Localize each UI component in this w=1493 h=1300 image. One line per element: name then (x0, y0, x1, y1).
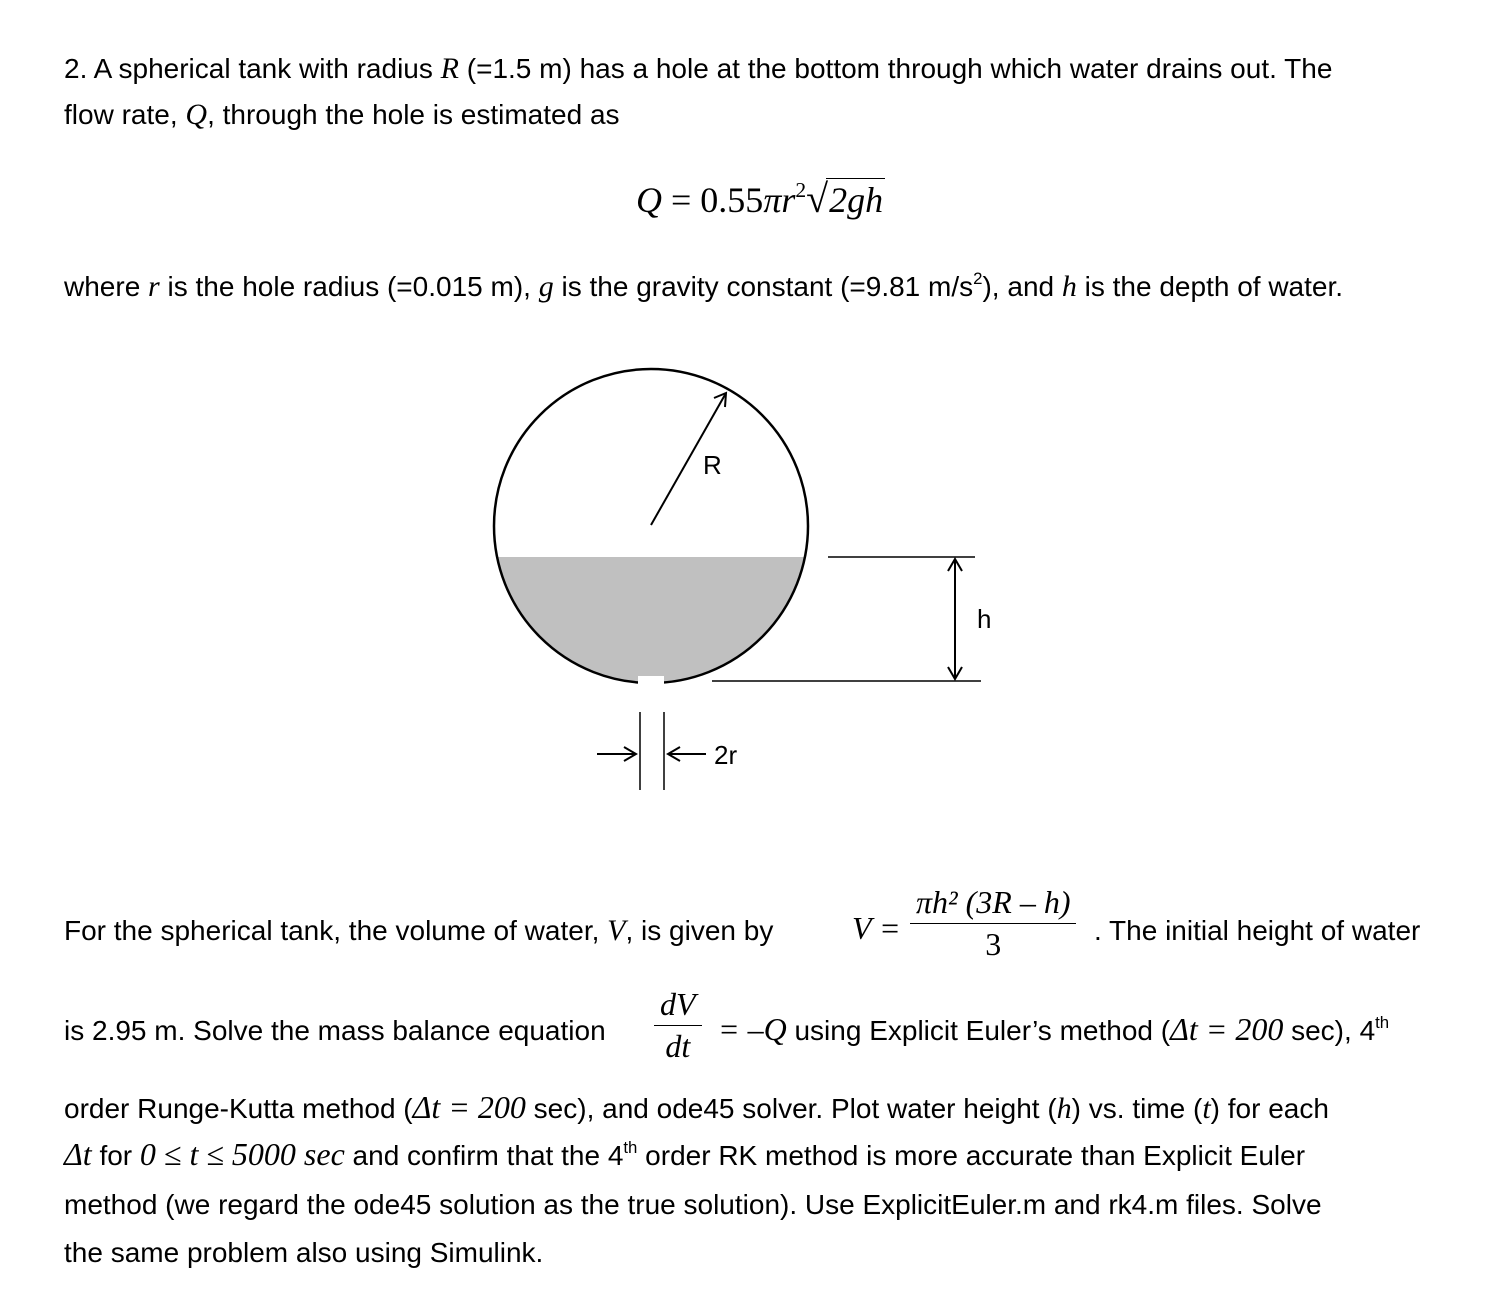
text: sec), and ode45 solver. Plot water height ( (525, 1093, 1057, 1124)
var-R: R (440, 52, 459, 85)
var-r: r (148, 270, 160, 303)
eq-exp: 2 (795, 178, 807, 202)
volume-fraction (910, 884, 1076, 963)
text: is the hole radius (=0.015 m), (159, 271, 539, 302)
superscript: th (623, 1137, 638, 1157)
balance-rhs: = –Q (718, 1011, 787, 1047)
text: , is given by (625, 915, 774, 946)
delta-t: Δt = 200 (1170, 1011, 1284, 1047)
derivative-denominator: dt (665, 1028, 691, 1064)
text: ), and (982, 271, 1062, 302)
eq-pi: π (763, 180, 782, 220)
balance-line (64, 1014, 606, 1048)
text: where (64, 271, 149, 302)
text: order Runge-Kutta method ( (64, 1093, 413, 1124)
para-line-1 (64, 1090, 1329, 1126)
text: using Explicit Euler’s method ( (786, 1015, 1171, 1046)
volume-line-end: . The initial height of water (1094, 915, 1421, 946)
volume-line (64, 914, 773, 948)
text: is 2.95 m. Solve the mass balance equation (64, 1015, 606, 1046)
text: (=1.5 m) has a hole at the bottom through which water drains out. The (458, 53, 1333, 84)
balance-line-rest (718, 1012, 1389, 1048)
var-h: h (1056, 1092, 1072, 1125)
drain-hole (638, 676, 664, 688)
text: is the depth of water. (1076, 271, 1344, 302)
var-h: h (1061, 270, 1077, 303)
delta-t: Δt (64, 1136, 92, 1172)
eq-lhs: Q (636, 180, 662, 220)
para-line-2 (64, 1137, 1305, 1173)
var-V: V (607, 914, 626, 947)
text: order RK method is more accurate than Explicit Euler (637, 1140, 1306, 1171)
text: is the gravity constant (=9.81 m/s (553, 271, 974, 302)
para-line-3: method (we regard the ode45 solution as the true solution). Use ExplicitEuler.m and rk4.m files. Solve (64, 1189, 1322, 1220)
text: sec), 4 (1283, 1015, 1376, 1046)
eq-r: r (781, 180, 796, 220)
text: ) for each (1210, 1093, 1329, 1124)
derivative-numerator: dV (654, 986, 702, 1026)
text: for (91, 1140, 140, 1171)
eq-radicand: 2gh (826, 178, 885, 221)
text: ) vs. time ( (1071, 1093, 1203, 1124)
text: For the spherical tank, the volume of water, (64, 915, 608, 946)
label-R: R (703, 450, 722, 480)
volume-denominator: 3 (985, 926, 1002, 962)
superscript: 2 (973, 268, 983, 288)
derivative-fraction (654, 986, 702, 1065)
label-h: h (977, 604, 992, 634)
sqrt-sign: √ (806, 176, 829, 221)
volume-numerator: πh² (3R – h) (910, 884, 1076, 924)
text: , through the hole is estimated as (207, 99, 620, 130)
volume-lhs: V = (852, 910, 901, 946)
text: and confirm that the 4 (344, 1140, 624, 1171)
var-t: t (1202, 1092, 1211, 1125)
superscript: th (1375, 1012, 1390, 1032)
var-g: g (538, 270, 554, 303)
time-range: 0 ≤ t ≤ 5000 sec (139, 1136, 345, 1172)
para-line-4: the same problem also using Simulink. (64, 1237, 544, 1268)
var-Q: Q (185, 98, 208, 131)
label-2r: 2r (714, 740, 738, 770)
text: 2. A spherical tank with radius (64, 53, 441, 84)
eq-coef: = 0.55 (662, 180, 764, 220)
delta-t: Δt = 200 (412, 1089, 526, 1125)
text: flow rate, (64, 99, 186, 130)
